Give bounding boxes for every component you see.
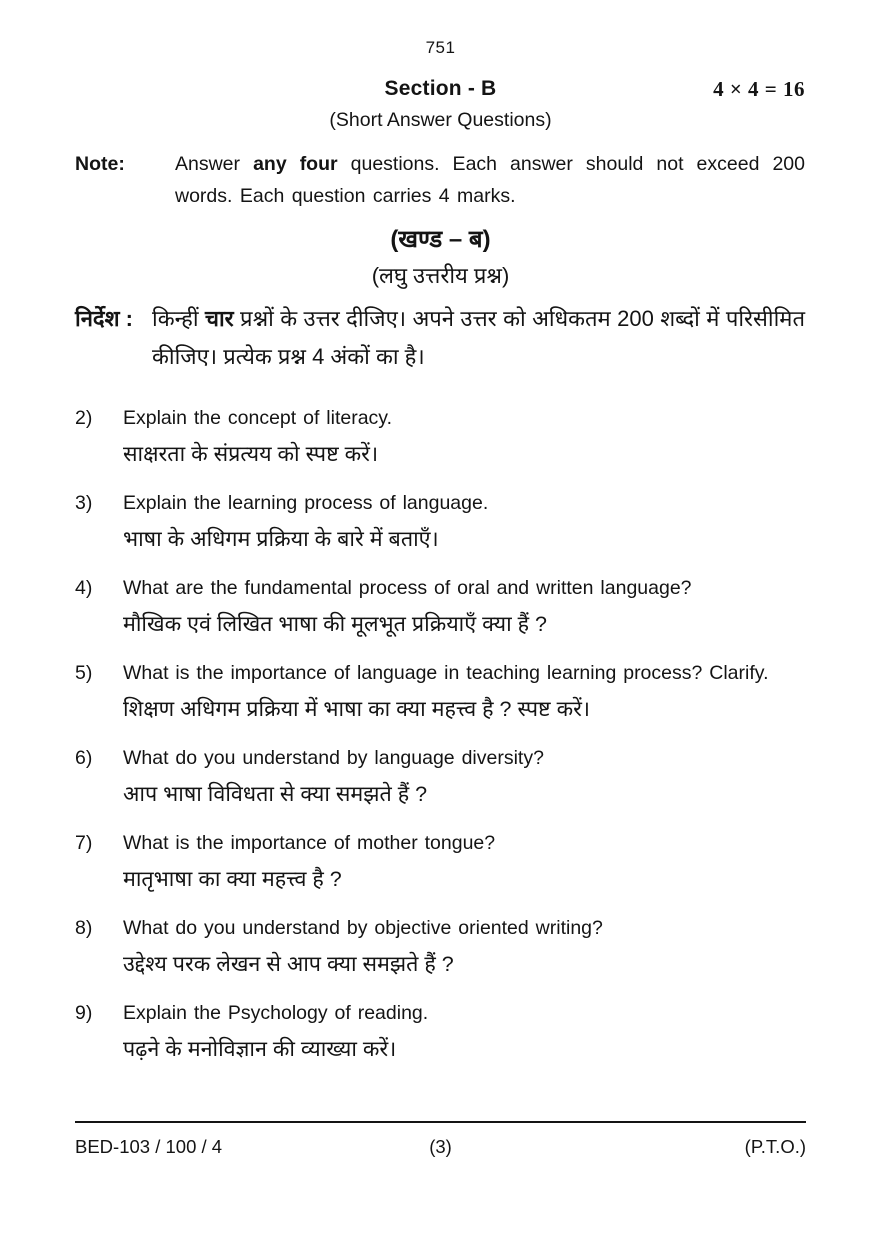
- note-block: [0, 148, 881, 212]
- question-number: 8): [75, 917, 93, 939]
- pto-label: (P.T.O.): [744, 1136, 807, 1157]
- question-text-hindi: शिक्षण अधिगम प्रक्रिया में भाषा का क्या महत्त्व है ? स्पष्ट करें।: [123, 697, 591, 721]
- question-text-english: Explain the learning process of language.: [123, 492, 489, 514]
- question-body: [123, 995, 805, 1067]
- note-label: Note:: [75, 153, 125, 175]
- question-number: 4): [75, 577, 93, 599]
- question-body: [123, 910, 805, 982]
- question-text-english: What do you understand by language diversity?: [123, 747, 544, 769]
- instructions-block: [0, 300, 881, 376]
- question-item: [75, 570, 805, 642]
- question-number: 3): [75, 492, 93, 514]
- question-text-hindi: साक्षरता के संप्रत्यय को स्पष्ट करें।: [123, 442, 379, 466]
- question-text-hindi: मौखिक एवं लिखित भाषा की मूलभूत प्रक्रियाएँ क्या हैं ?: [123, 612, 547, 636]
- instructions-text: [152, 300, 805, 376]
- instructions-label: निर्देश :: [75, 306, 133, 331]
- question-number: 2): [75, 407, 93, 429]
- section-header: [0, 77, 881, 101]
- question-body: [123, 570, 805, 642]
- question-list: [0, 400, 881, 1067]
- section-subtitle: (Short Answer Questions): [329, 109, 552, 131]
- question-item: [75, 995, 805, 1067]
- question-item: [75, 485, 805, 557]
- question-text-hindi: आप भाषा विविधता से क्या समझते हैं ?: [123, 782, 428, 806]
- question-text-english: What is the importance of mother tongue?: [123, 832, 496, 854]
- note-text-bold: any four: [253, 153, 338, 175]
- paper-code: BED-103 / 100 / 4: [75, 1136, 223, 1157]
- instructions-text-bold: चार: [204, 306, 234, 331]
- question-body: [123, 825, 805, 897]
- question-text-hindi: उद्देश्य परक लेखन से आप क्या समझते हैं ?: [123, 952, 454, 976]
- question-item: [75, 655, 805, 727]
- question-number: 6): [75, 747, 93, 769]
- question-text-hindi: भाषा के अधिगम प्रक्रिया के बारे में बताएँ।: [123, 527, 439, 551]
- question-text-english: Explain the Psychology of reading.: [123, 1002, 429, 1024]
- page-number-top: 751: [425, 38, 456, 57]
- question-body: [123, 655, 805, 727]
- question-number: 5): [75, 662, 93, 684]
- marks-value: 4 × 4 = 16: [713, 77, 805, 101]
- question-text-english: Explain the concept of literacy.: [123, 407, 393, 429]
- footer: [75, 1121, 806, 1158]
- hindi-section-subtitle: (लघु उत्तरीय प्रश्न): [371, 263, 510, 288]
- question-text-english: What are the fundamental process of oral and written language?: [123, 577, 692, 599]
- question-text-hindi: पढ़ने के मनोविज्ञान की व्याख्या करें।: [123, 1037, 397, 1061]
- question-body: [123, 740, 805, 812]
- question-number: 7): [75, 832, 93, 854]
- footer-row: [75, 1123, 806, 1158]
- question-item: [75, 740, 805, 812]
- question-body: [123, 485, 805, 557]
- question-item: [75, 400, 805, 472]
- question-text-english: What do you understand by objective oriented writing?: [123, 917, 603, 939]
- question-body: [123, 400, 805, 472]
- instructions-text-after: प्रश्नों के उत्तर दीजिए। अपने उत्तर को अधिकतम 200 शब्दों में परिसीमित कीजिए। प्रत्येक प्रश्न 4 अंकों का है।: [152, 306, 805, 369]
- question-text-english: What is the importance of language in teaching learning process? Clarify.: [123, 662, 769, 684]
- question-text-hindi: मातृभाषा का क्या महत्त्व है ?: [123, 867, 342, 891]
- hindi-section-title: (खण्ड – ब): [390, 226, 491, 253]
- instructions-text-before: किन्हीं: [152, 306, 205, 331]
- note-text-after: questions. Each answer should not exceed 200 words. Each question carries 4 marks.: [175, 153, 805, 207]
- note-text: [175, 148, 805, 212]
- note-text-before: Answer: [175, 153, 254, 175]
- footer-page-number: (3): [429, 1136, 452, 1157]
- question-item: [75, 910, 805, 982]
- section-title: Section - B: [384, 77, 497, 100]
- question-number: 9): [75, 1002, 93, 1024]
- question-item: [75, 825, 805, 897]
